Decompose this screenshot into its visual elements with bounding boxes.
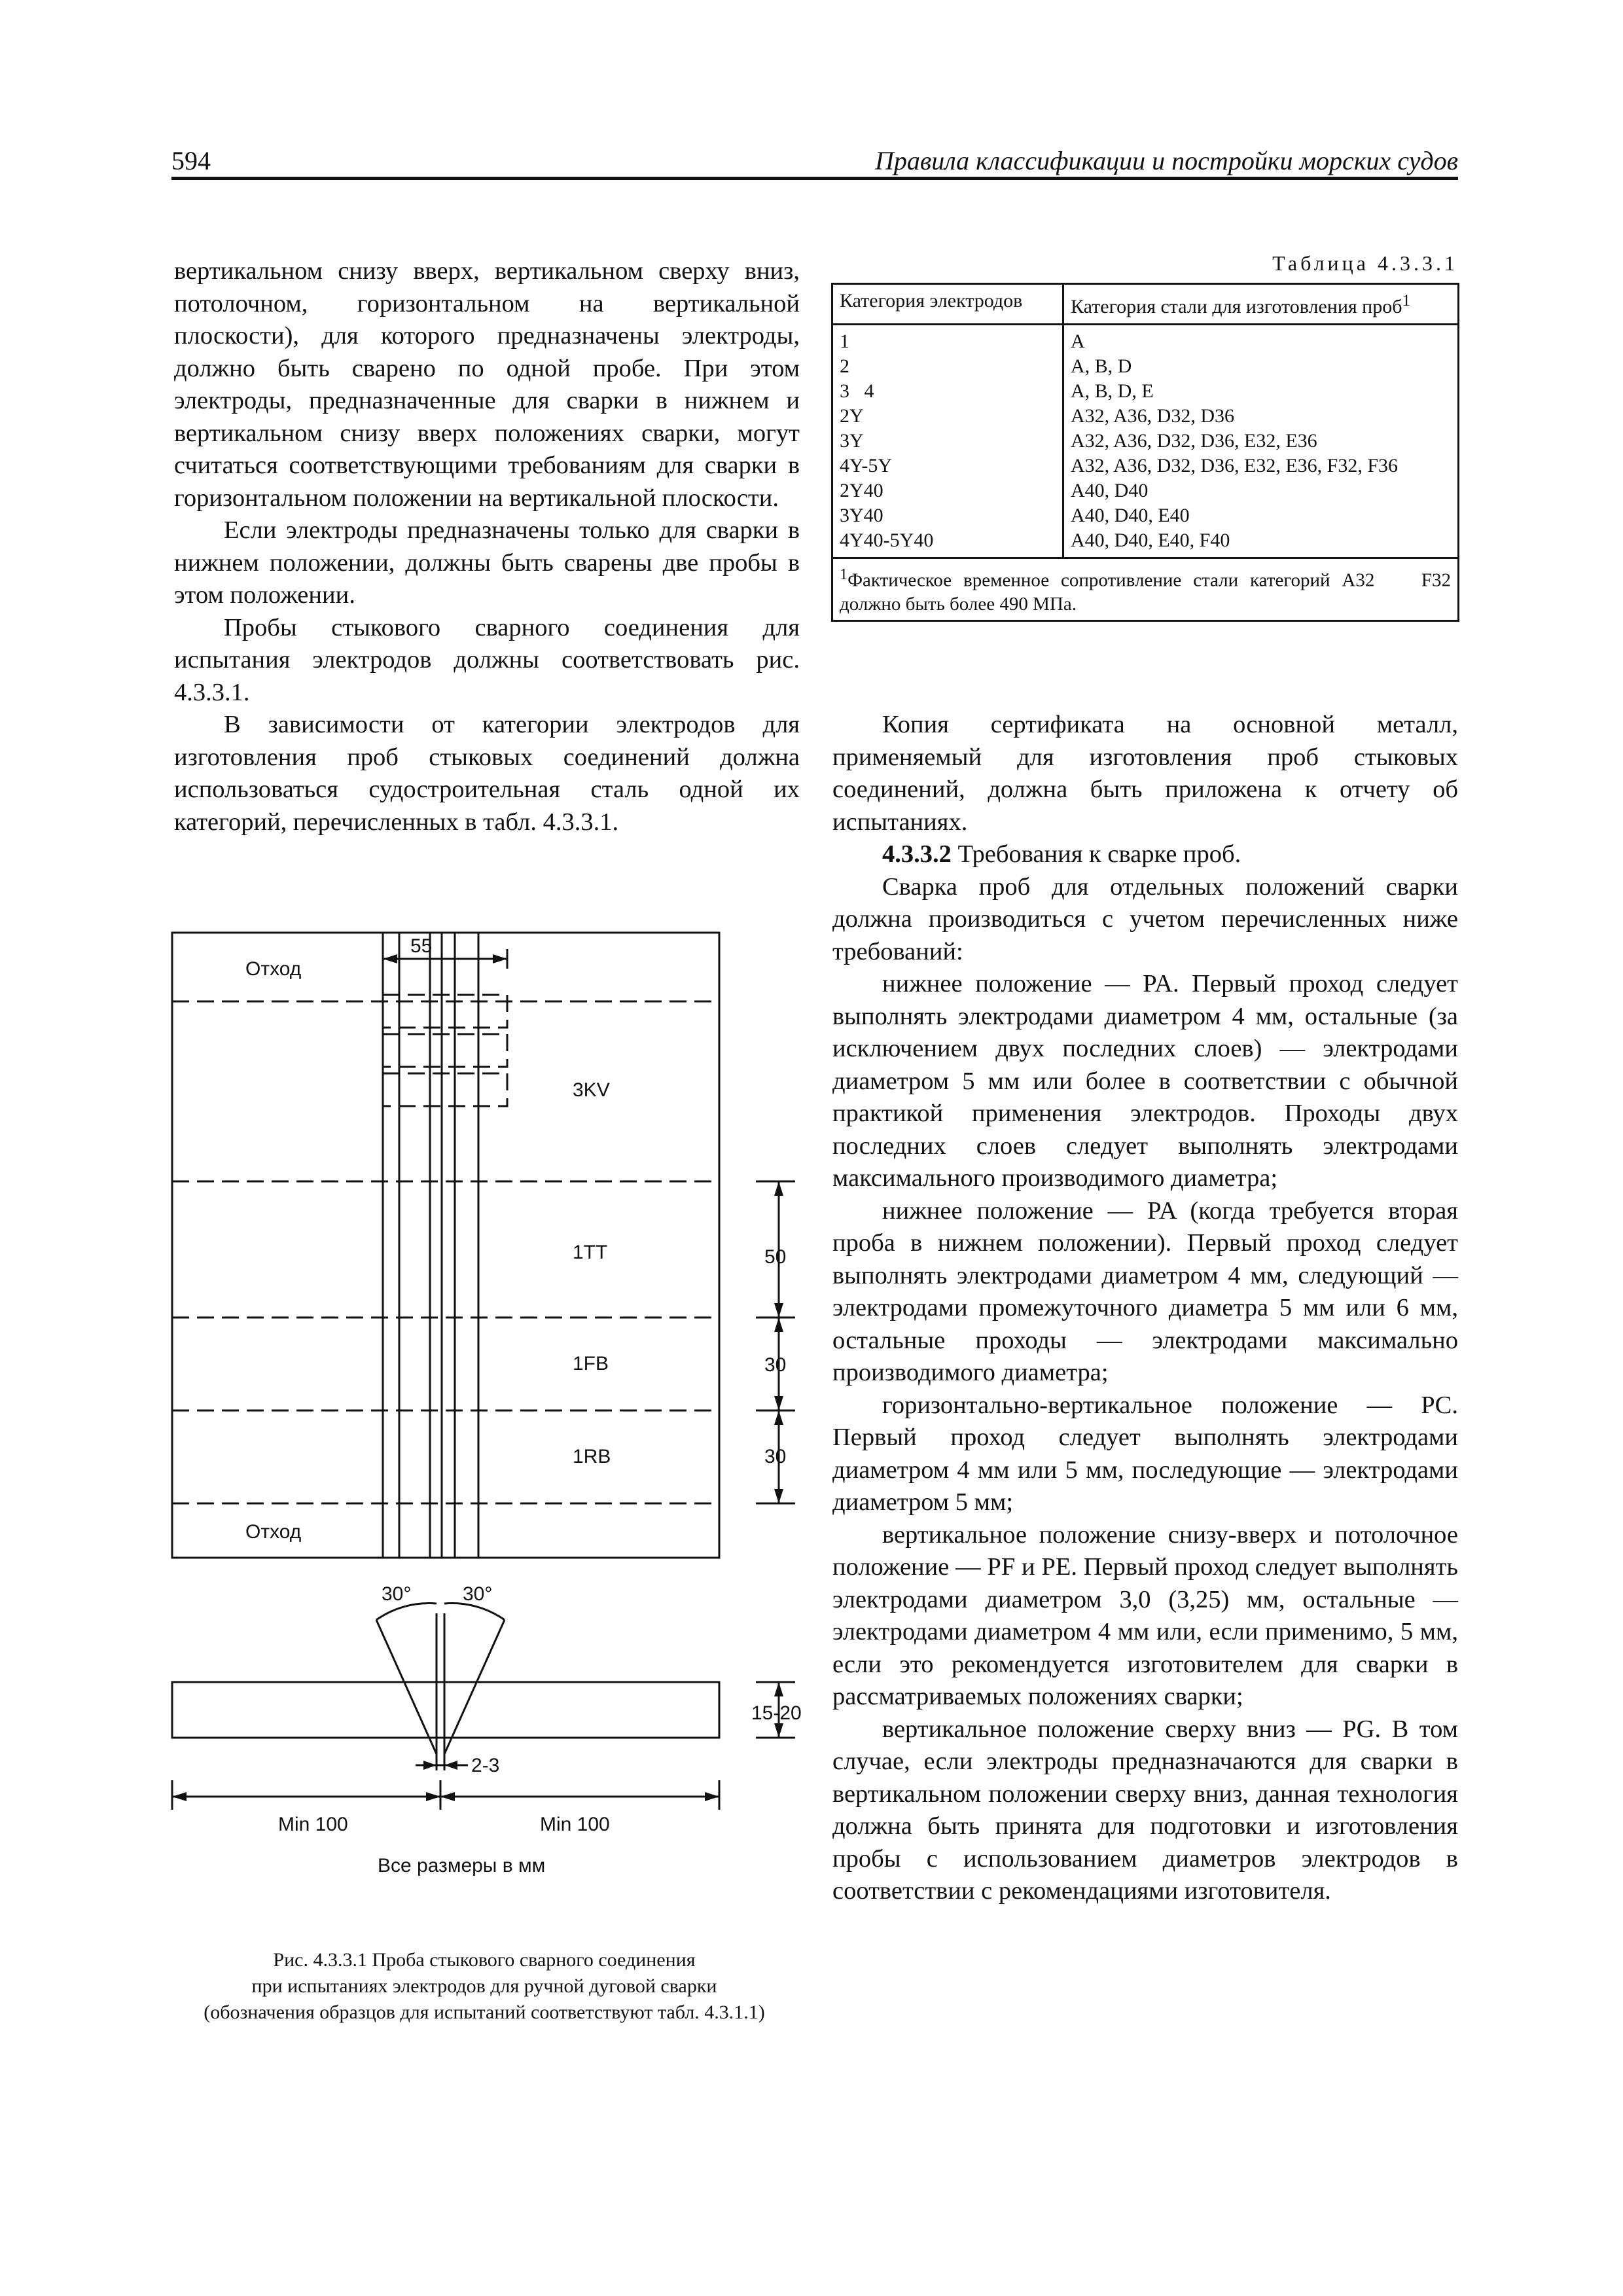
- zone-1rb-label: 1RB: [573, 1446, 611, 1467]
- paragraph: Если электроды предназначены только для сварки в нижнем положении, должны быть сварены две пробы в этом положении.: [174, 516, 800, 609]
- paragraph: нижнее положение — PA (когда требуется вторая проба в нижнем положении). Первый проход следует выполнять электродами диаметром 4 мм, следующий — электродами промежуточного диаметра 5 мм или 6 мм, остальные проходы — электродами максимально производимого диаметра;: [832, 1196, 1458, 1386]
- min-left-label: Min 100: [278, 1814, 348, 1835]
- paragraph: Сварка проб для отдельных положений сварки должна производиться с учетом перечисленных ниже требований:: [832, 872, 1458, 965]
- table-cell: A32, A36, D32, D36, E32, E36, F32, F36: [1071, 455, 1399, 476]
- table-cell: A32, A36, D32, D36, E32, E36: [1071, 430, 1317, 452]
- units-label: Все размеры в мм: [378, 1855, 546, 1876]
- dim-55-label: 55: [410, 935, 433, 957]
- zone-1fb-label: 1FB: [573, 1353, 609, 1374]
- paragraph: В зависимости от категории электродов для изготовления проб стыковых соединений должна использоваться судостроительная сталь одной их категорий, перечисленных в табл. 4.3.3.1.: [174, 711, 800, 836]
- thickness-label: 15-20: [751, 1702, 802, 1724]
- zone-3kv-label: 3KV: [573, 1079, 610, 1101]
- caption-line: (обозначения образцов для испытаний соответствуют табл. 4.3.1.1): [204, 2001, 765, 2023]
- table-cell: A, B, D, E: [1071, 380, 1154, 402]
- right-column: [832, 709, 1458, 1908]
- zone-1tt-label: 1TT: [573, 1242, 608, 1263]
- dim-30a-label: 30: [764, 1354, 787, 1376]
- left-column: [174, 255, 800, 838]
- caption-line: Рис. 4.3.3.1 Проба стыкового сварного соединения: [273, 1949, 696, 1971]
- dim-50-label: 50: [764, 1246, 787, 1268]
- paragraph: нижнее положение — PA. Первый проход следует выполнять электродами диаметром 4 мм, остальные (за исключением двух последних слоев) — электродами диаметром 5 мм или более в соответствии с обычной практикой применения электродов. Проходы двух последних слоев следует выполнять электродами максимального производимого диаметра;: [832, 970, 1458, 1192]
- section-heading: 4.3.3.2 Требования к сварке проб.: [882, 840, 1241, 868]
- table-cell: 4Y-5Y: [840, 455, 892, 476]
- table-cell: 3Y: [840, 430, 864, 452]
- table-cell: 4Y40-5Y40: [840, 529, 934, 551]
- waste-label-top: Отход: [245, 958, 302, 980]
- paragraph: горизонтально-вертикальное положение — PC. Первый проход следует выполнять электродами диаметром 4 мм или 5 мм, последующие — электродами диаметром 5 мм;: [832, 1391, 1458, 1516]
- table-header-steel: Категория стали для изготовления проб$^1$: [1063, 284, 1459, 325]
- electrode-categories-cell: [832, 325, 1063, 558]
- paragraph: Пробы стыкового сварного соединения для испытания электродов должны соответствовать рис. 4.3.3.1.: [174, 613, 800, 706]
- angle-right-label: 30°: [463, 1583, 493, 1605]
- table-cell: 1: [840, 331, 849, 352]
- table-cell: 2: [840, 355, 849, 377]
- table-cell: 2Y40: [840, 480, 883, 501]
- paragraph: Копия сертификата на основной металл, применяемый для изготовления проб стыковых соединений, должна быть приложена к отчету об испытаниях.: [832, 711, 1458, 836]
- gap-label: 2-3: [471, 1755, 500, 1776]
- table-cell: A: [1071, 331, 1085, 352]
- running-title: Правила классификации и постройки морских судов: [874, 146, 1458, 175]
- steel-categories-cell: [1063, 325, 1459, 558]
- table-cell: A40, D40, E40: [1071, 505, 1190, 526]
- table-cell: A40, D40, E40, F40: [1071, 529, 1230, 551]
- angle-left-label: 30°: [382, 1583, 412, 1605]
- page-number: 594: [171, 146, 211, 175]
- waste-label-bottom: Отход: [245, 1521, 302, 1543]
- paragraph: вертикальное положение сверху вниз — PG. В том случае, если электроды предназначаются для сварки в вертикальном положении сверху вниз, данная технология должна быть принята для подготовки и изготовления пробы с использованием диаметров электродов в соответствии с рекомендациями изготовителя.: [832, 1715, 1458, 1905]
- dim-30b-label: 30: [764, 1446, 787, 1467]
- paragraph: вертикальное положение снизу-вверх и потолочное положение — PF и PE. Первый проход следует выполнять электродами диаметром 3,0 (3,25) мм, остальные — электродами диаметром 4 мм или, если применимо, 5 мм, если это рекомендуется изготовителем для сварки в рассматриваемых положениях сварки;: [832, 1520, 1458, 1710]
- min-right-label: Min 100: [540, 1814, 610, 1835]
- table-cell: A40, D40: [1071, 480, 1149, 501]
- header-rule: [171, 177, 1458, 180]
- table-cell: 3Y40: [840, 505, 883, 526]
- weld-test-figure: [167, 920, 821, 1888]
- paragraph: вертикальном снизу вверх, вертикальном сверху вниз, потолочном, горизонтальном на вертикальной плоскости), для которого предназначены электроды, должно быть сварено по одной пробе. При этом электроды, предназначенные для сварки в нижнем и вертикальном снизу вверх положениях сварки, могут считаться соответствующими требованиям для сварки в горизонтальном положении на вертикальной плоскости.: [174, 257, 800, 512]
- table-cell: 3 4: [840, 380, 874, 402]
- electrode-steel-table: [831, 283, 1459, 622]
- plate-outline: [172, 933, 719, 1558]
- table-caption: Таблица 4.3.3.1: [1272, 251, 1458, 275]
- table-header-electrode: Категория электродов: [832, 284, 1063, 325]
- table-footnote: $^1$Фактическое временное сопротивление стали категорий A32 F32 должно быть более 490 МПа.: [832, 558, 1459, 621]
- table-cell: 2Y: [840, 405, 864, 427]
- caption-line: при испытаниях электродов для ручной дуговой сварки: [251, 1975, 717, 1997]
- plate-cross-section: [172, 1682, 719, 1738]
- table-cell: A32, A36, D32, D36: [1071, 405, 1235, 427]
- figure-caption: [144, 1947, 825, 2026]
- table-cell: A, B, D: [1071, 355, 1132, 377]
